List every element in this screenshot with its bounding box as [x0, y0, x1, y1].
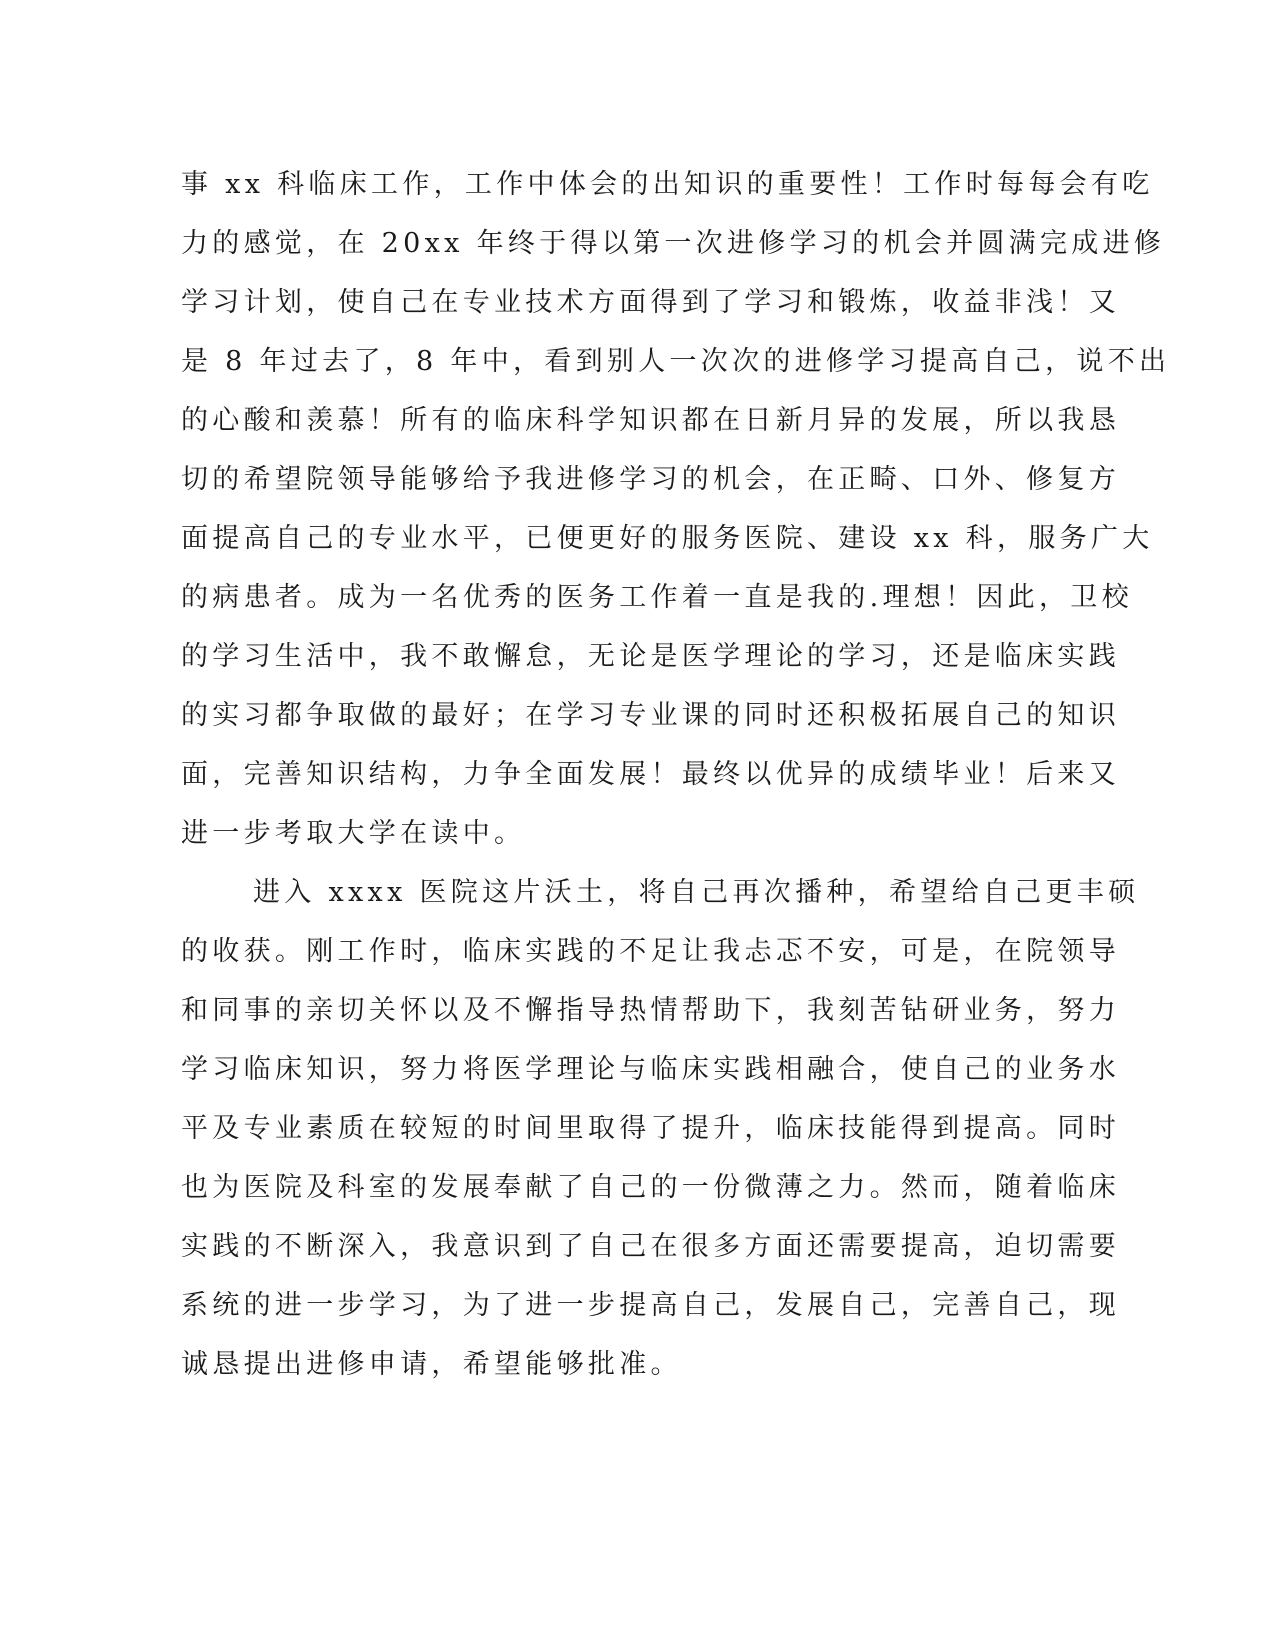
text-line: 平及专业素质在较短的时间里取得了提升，临床技能得到提高。同时: [181, 1113, 1120, 1144]
text-line: 实践的不断深入，我意识到了自己在很多方面还需要提高，迫切需要: [181, 1231, 1120, 1262]
text-line: 的实习都争取做的最好；在学习专业课的同时还积极拓展自己的知识: [181, 700, 1120, 731]
text-line: 的学习生活中，我不敢懈怠，无论是医学理论的学习，还是临床实践: [181, 641, 1120, 672]
text-line: 进入 xxxx 医院这片沃土，将自己再次播种，希望给自己更丰硕: [253, 877, 1140, 908]
text-line: 的收获。刚工作时，临床实践的不足让我忐忑不安，可是，在院领导: [181, 936, 1120, 967]
text-line: 学习临床知识，努力将医学理论与临床实践相融合，使自己的业务水: [181, 1054, 1120, 1085]
text-line: 进一步考取大学在读中。: [181, 818, 526, 849]
text-line: 面，完善知识结构，力争全面发展！最终以优异的成绩毕业！后来又: [181, 759, 1120, 790]
text-line: 力的感觉，在 20xx 年终于得以第一次进修学习的机会并圆满完成进修: [181, 228, 1166, 259]
paragraph-2: [181, 863, 1140, 1394]
paragraph-1: [181, 155, 1171, 863]
text-line: 的病患者。成为一名优秀的医务工作着一直是我的.理想！因此，卫校: [181, 582, 1133, 613]
text-line: 和同事的亲切关怀以及不懈指导热情帮助下，我刻苦钻研业务，努力: [181, 995, 1120, 1026]
text-line: 诚恳提出进修申请，希望能够批准。: [181, 1349, 682, 1380]
text-line: 也为医院及科室的发展奉献了自己的一份微薄之力。然而，随着临床: [181, 1172, 1120, 1203]
text-line: 切的希望院领导能够给予我进修学习的机会，在正畸、口外、修复方: [181, 464, 1120, 495]
text-line: 学习计划，使自己在专业技术方面得到了学习和锻炼，收益非浅！又: [181, 287, 1120, 318]
text-line: 系统的进一步学习，为了进一步提高自己，发展自己，完善自己，现: [181, 1290, 1120, 1321]
document-body: [181, 155, 1171, 1394]
text-line: 事 xx 科临床工作，工作中体会的出知识的重要性！工作时每每会有吃: [181, 169, 1154, 200]
text-line: 面提高自己的专业水平，已便更好的服务医院、建设 xx 科，服务广大: [181, 523, 1154, 554]
text-line: 的心酸和羡慕！所有的临床科学知识都在日新月异的发展，所以我恳: [181, 405, 1120, 436]
text-line: 是 8 年过去了，8 年中，看到别人一次次的进修学习提高自己，说不出: [181, 346, 1171, 377]
